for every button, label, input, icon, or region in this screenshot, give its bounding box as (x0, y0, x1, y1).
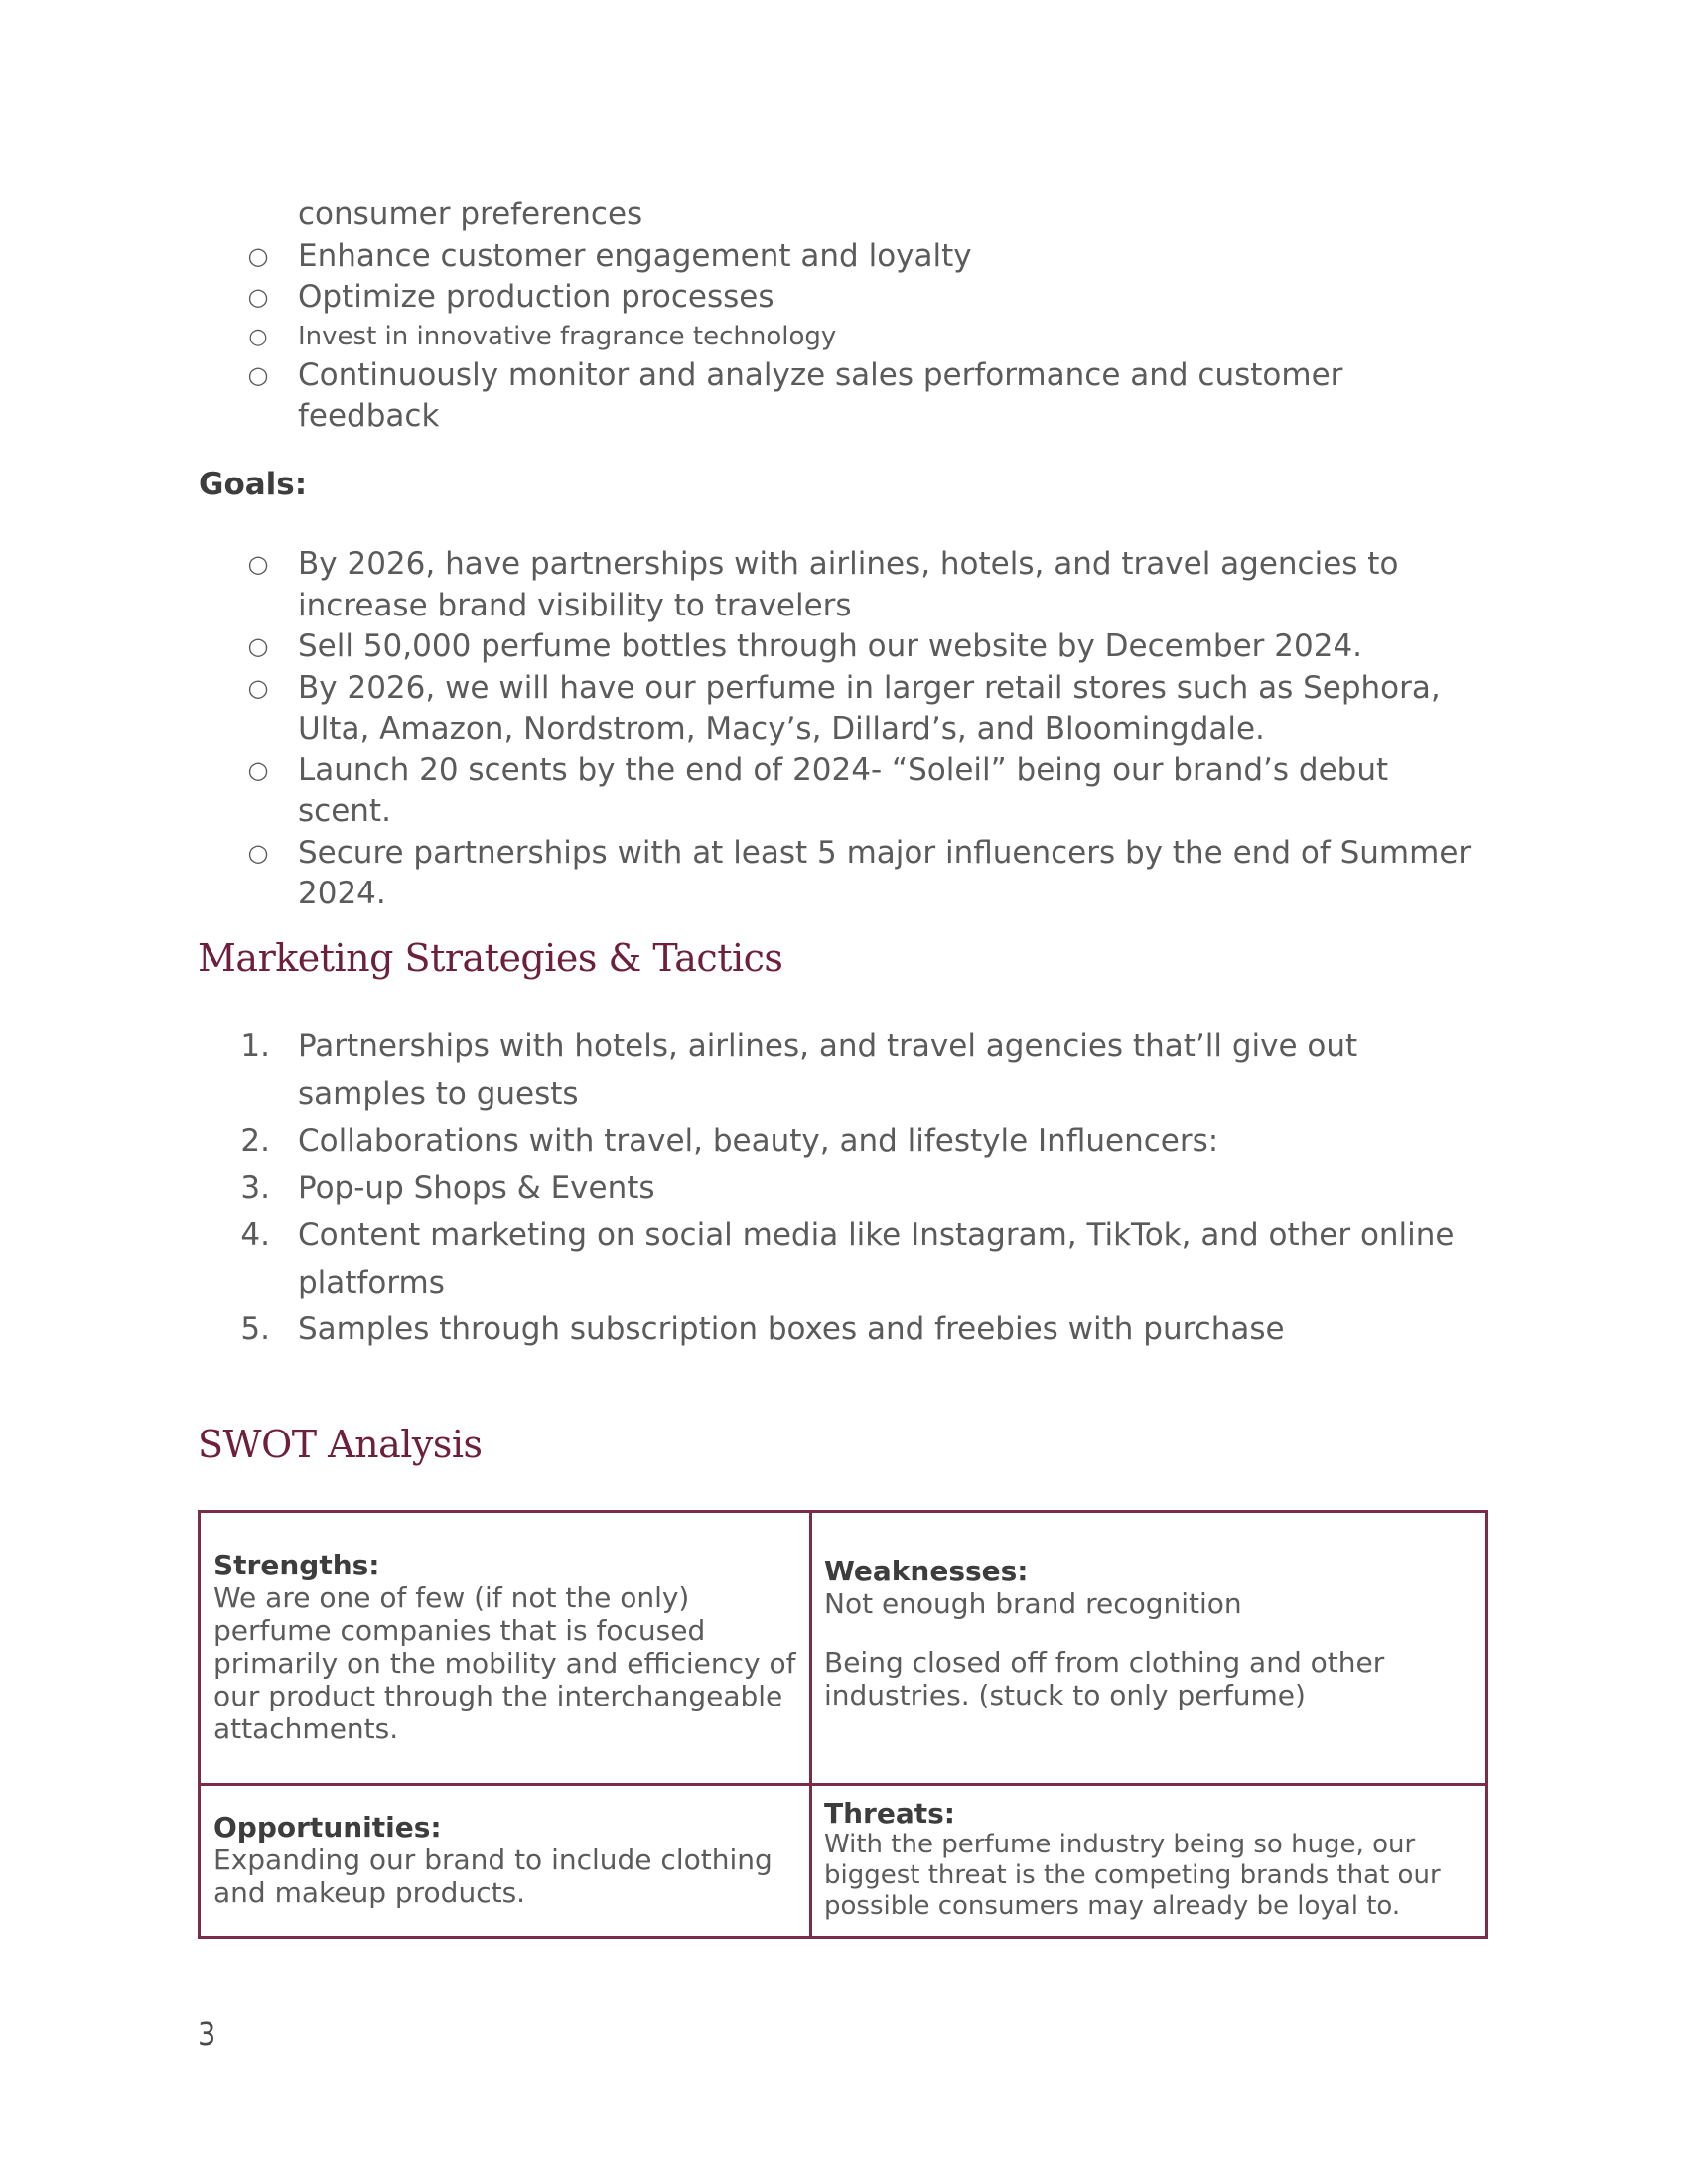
list-item-text: consumer preferences (298, 197, 643, 232)
list-item (0, 355, 1688, 438)
goals-label: Goals: (199, 467, 308, 502)
weaknesses-title: Weaknesses: (824, 1555, 1029, 1587)
list-number: 5. (240, 1311, 270, 1347)
list-item-text: Optimize production processes (298, 279, 774, 315)
table-divider-horizontal (201, 1783, 1485, 1786)
list-item (0, 751, 1688, 833)
list-item (0, 626, 1688, 668)
swot-heading: SWOT Analysis (198, 1423, 483, 1466)
opportunities-body: Expanding our brand to include clothing and makeup products. (213, 1843, 773, 1909)
bullet-marker: ○ (247, 838, 269, 867)
swot-opportunities-cell (213, 1811, 799, 1909)
table-divider-vertical (809, 1513, 812, 1936)
bullet-marker: ○ (247, 550, 269, 578)
swot-threats-cell (824, 1797, 1481, 1922)
list-item (0, 1306, 1688, 1354)
bullet-marker: ○ (247, 360, 269, 389)
list-item-text: By 2026, we will have our perfume in larger retail stores such as Sephora, Ulta, Amazon, Nordstrom, Macy’s, Dillard’s, and Bloomingdale. (298, 669, 1441, 747)
bullet-marker: ○ (247, 632, 269, 660)
list-number: 1. (240, 1028, 270, 1064)
threats-body: With the perfume industry being so huge, our biggest threat is the competing brands that our possible consumers may already be loyal to. (824, 1830, 1441, 1921)
bullet-marker: ○ (247, 283, 269, 311)
list-item-text: Secure partnerships with at least 5 major influencers by the end of Summer 2024. (298, 834, 1472, 911)
weaknesses-body-2: Being closed off from clothing and other industries. (stuck to only perfume) (824, 1646, 1385, 1711)
list-item (0, 195, 1688, 236)
list-item (0, 833, 1688, 915)
swot-table (198, 1510, 1488, 1939)
list-item (0, 1024, 1688, 1118)
list-item-text: Pop-up Shops & Events (298, 1169, 655, 1206)
list-item-text: Invest in innovative fragrance technology (298, 321, 837, 351)
list-item (0, 1165, 1688, 1213)
goals-list (0, 544, 1688, 915)
strengths-body: We are one of few (if not the only) perfume companies that is focused primarily on the mobility and efficiency of our product through the interchangeable attachments. (213, 1581, 796, 1745)
list-item-text: Collaborations with travel, beauty, and lifestyle Influencers: (298, 1123, 1219, 1159)
objectives-list (0, 195, 1688, 438)
list-item-text: Content marketing on social media like Instagram, TikTok, and other online platforms (298, 1217, 1455, 1300)
list-item (0, 319, 1688, 355)
list-item-text: Samples through subscription boxes and freebies with purchase (298, 1311, 1285, 1347)
list-number: 3. (240, 1169, 270, 1206)
list-item (0, 1212, 1688, 1306)
list-item-text: Sell 50,000 perfume bottles through our website by December 2024. (298, 628, 1363, 664)
threats-title: Threats: (824, 1797, 955, 1830)
weaknesses-body: Not enough brand recognition (824, 1587, 1242, 1620)
list-item-text: Continuously monitor and analyze sales performance and customer feedback (298, 356, 1343, 434)
bullet-marker: ○ (247, 241, 269, 270)
bullet-marker: ○ (247, 755, 269, 784)
list-item-text: By 2026, have partnerships with airlines, hotels, and travel agencies to increase brand visibility to travelers (298, 546, 1399, 623)
list-number: 2. (240, 1123, 270, 1159)
list-item (0, 1118, 1688, 1165)
marketing-list (0, 1024, 1688, 1354)
list-number: 4. (240, 1217, 270, 1253)
list-item (0, 236, 1688, 278)
page-number: 3 (198, 2015, 216, 2053)
opportunities-title: Opportunities: (213, 1811, 442, 1843)
marketing-heading: Marketing Strategies & Tactics (198, 936, 783, 980)
swot-strengths-cell (213, 1549, 799, 1745)
bullet-marker: ○ (248, 324, 268, 349)
list-item-text: Partnerships with hotels, airlines, and travel agencies that’ll give out samples to guests (298, 1028, 1358, 1112)
swot-weaknesses-cell (824, 1555, 1479, 1711)
bullet-marker: ○ (247, 673, 269, 702)
list-item-text: Launch 20 scents by the end of 2024- “Soleil” being our brand’s debut scent. (298, 751, 1389, 829)
list-item (0, 277, 1688, 319)
list-item (0, 668, 1688, 751)
list-item-text: Enhance customer engagement and loyalty (298, 237, 972, 274)
list-item (0, 544, 1688, 626)
strengths-title: Strengths: (213, 1549, 380, 1581)
